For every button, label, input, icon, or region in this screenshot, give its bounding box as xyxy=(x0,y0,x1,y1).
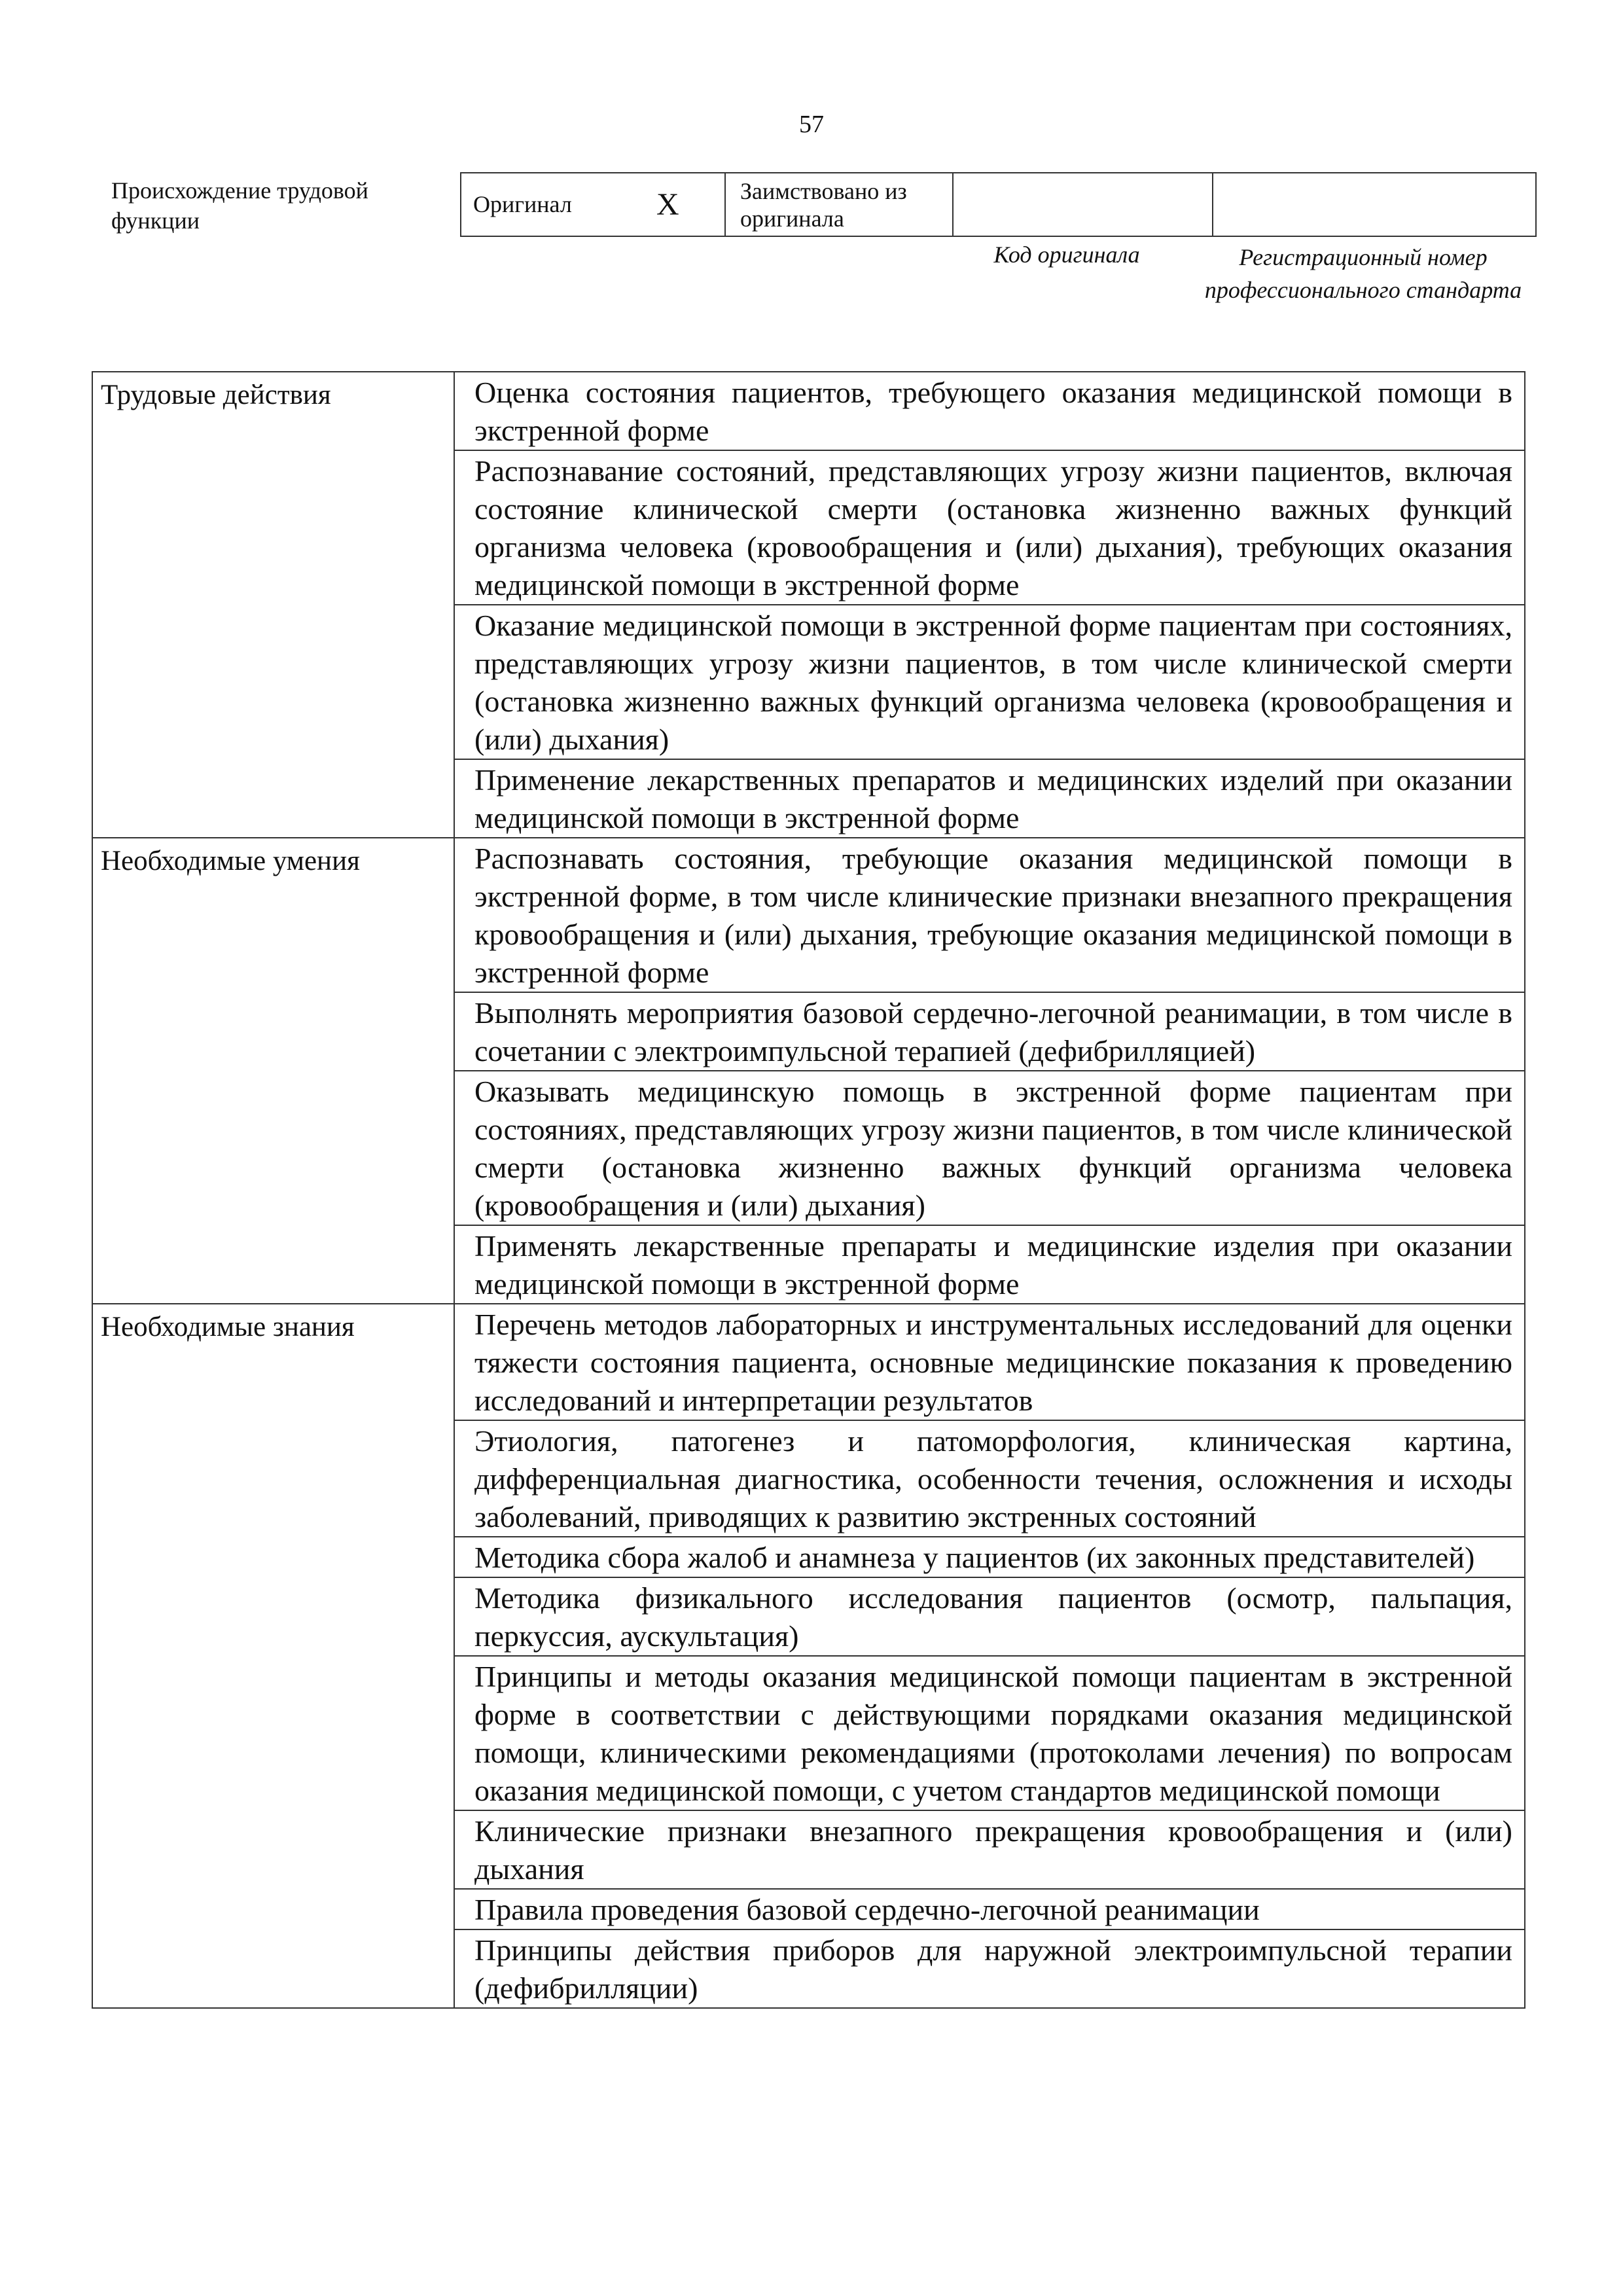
page-number: 57 xyxy=(799,111,824,138)
table-cell: Перечень методов лабораторных и инструментальных исследований для оценки тяжести состояния пациента, основные медицинские показания к проведению исследований и интерпретации результатов xyxy=(454,1304,1525,1420)
table-cell: Распознавать состояния, требующие оказания медицинской помощи в экстренной форме, в том числе клинические признаки внезапного прекращения кровообращения и (или) дыхания, требующие оказания медицинской помощи в экстренной форме xyxy=(454,838,1525,992)
original-code-cell xyxy=(953,173,1213,236)
function-table xyxy=(92,371,1525,2009)
section-title-required-skills: Необходимые умения xyxy=(92,838,454,1304)
table-cell: Применение лекарственных препаратов и медицинских изделий при оказании медицинской помощи в экстренной форме xyxy=(454,759,1525,838)
section-title-labor-actions: Трудовые действия xyxy=(92,372,454,838)
table-cell: Этиология, патогенез и патоморфология, клиническая картина, дифференциальная диагностика, особенности течения, осложнения и исходы заболеваний, приводящих к развитию экстренных состояний xyxy=(454,1420,1525,1537)
borrowed-label: Заимствовано из оригинала xyxy=(725,173,953,236)
table-cell: Клинические признаки внезапного прекращения кровообращения и (или) дыхания xyxy=(454,1810,1525,1889)
table-cell: Распознавание состояний, представляющих угрозу жизни пациентов, включая состояние клинической смерти (остановка жизненно важных функций организма человека (кровообращения и (или) дыхания), требующих оказания медицинской помощи в экстренной форме xyxy=(454,450,1525,605)
table-cell: Правила проведения базовой сердечно-легочной реанимации xyxy=(454,1889,1525,1929)
table-row xyxy=(92,838,1525,992)
table-cell: Методика физикального исследования пациентов (осмотр, пальпация, перкуссия, аускультация) xyxy=(454,1577,1525,1656)
table-cell: Оценка состояния пациентов, требующего оказания медицинской помощи в экстренной форме xyxy=(454,372,1525,450)
table-cell: Оказывать медицинскую помощь в экстренной форме пациентам при состояниях, представляющих угрозу жизни пациентов, в том числе клинической смерти (остановка жизненно важных функций организма человека (кровообращения и (или) дыхания) xyxy=(454,1071,1525,1225)
origin-label: Происхождение трудовой функции xyxy=(111,177,368,234)
original-label: Оригинал xyxy=(473,191,572,217)
table-cell: Методика сбора жалоб и анамнеза у пациентов (их законных представителей) xyxy=(454,1537,1525,1577)
origin-table xyxy=(460,172,1537,237)
original-code-caption: Код оригинала xyxy=(993,242,1140,268)
table-cell: Принципы и методы оказания медицинской помощи пациентам в экстренной форме в соответствии с действующими порядками оказания медицинской помощи, клиническими рекомендациями (протоколами лечения) по вопросам оказания медицинской помощи, с учетом стандартов медицинской помощи xyxy=(454,1656,1525,1810)
table-cell: Оказание медицинской помощи в экстренной форме пациентам при состояниях, представляющих угрозу жизни пациентов, в том числе клинической смерти (остановка жизненно важных функций организма человека (кровообращения и (или) дыхания) xyxy=(454,605,1525,759)
table-row xyxy=(92,1304,1525,1420)
registration-number-cell xyxy=(1213,173,1536,236)
table-cell: Принципы действия приборов для наружной электроимпульсной терапии (дефибрилляции) xyxy=(454,1929,1525,2008)
registration-number-caption: Регистрационный номер профессионального стандарта xyxy=(1204,244,1522,303)
original-mark: X xyxy=(656,187,679,222)
table-row xyxy=(92,372,1525,450)
original-cell xyxy=(461,173,725,236)
table-cell: Выполнять мероприятия базовой сердечно-легочной реанимации, в том числе в сочетании с электроимпульсной терапией (дефибрилляцией) xyxy=(454,992,1525,1071)
section-title-required-knowledge: Необходимые знания xyxy=(92,1304,454,2008)
table-cell: Применять лекарственные препараты и медицинские изделия при оказании медицинской помощи в экстренной форме xyxy=(454,1225,1525,1304)
